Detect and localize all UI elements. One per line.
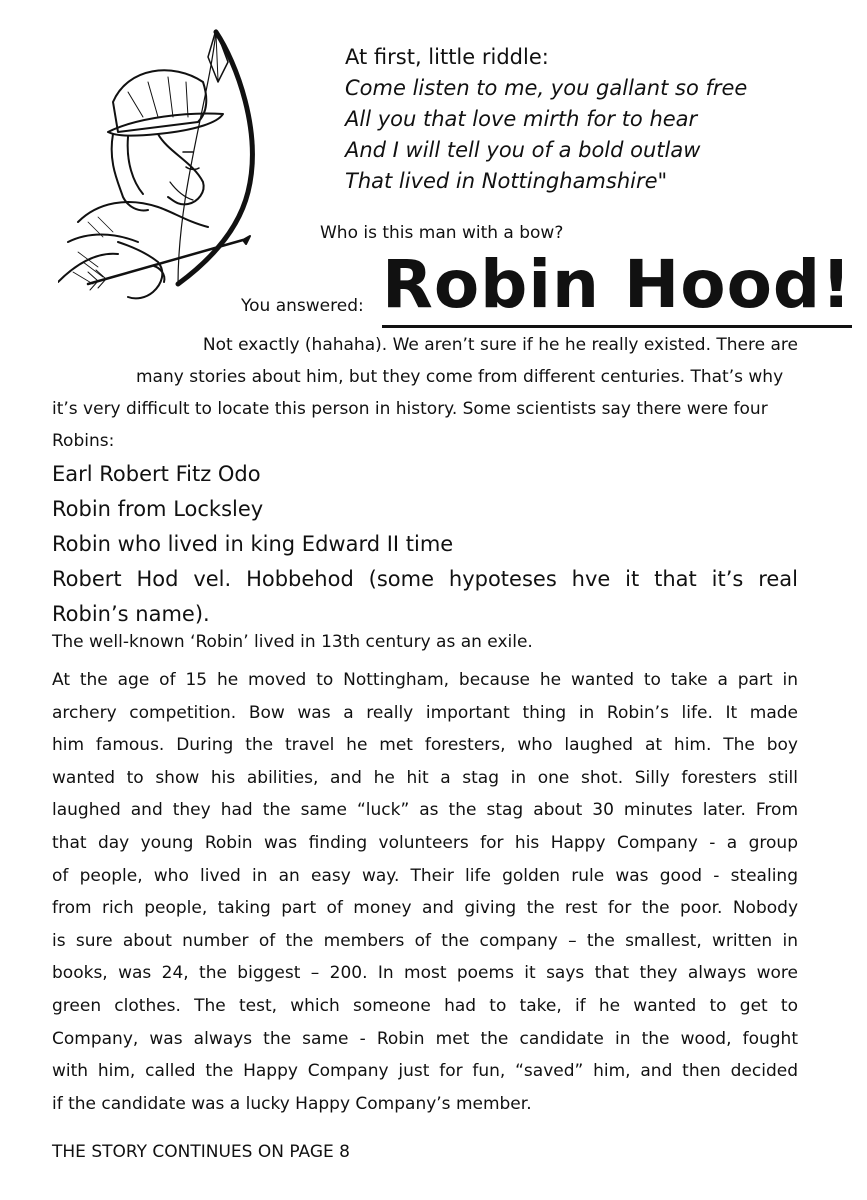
riddle-line: All you that love mirth for to hear xyxy=(345,107,698,131)
story-line: books, was 24, the biggest – 200. In most poems it says that they always wore xyxy=(52,963,798,984)
story-line: At the age of 15 he moved to Nottingham, because he wanted to take a part in xyxy=(52,670,798,690)
story-line: is sure about number of the members of the company – the smallest, written in xyxy=(52,930,798,951)
story-line: from rich people, taking part of money and giving the rest for the poor. Nobody xyxy=(52,898,798,919)
robin-item: Robin from Locksley xyxy=(52,497,264,521)
robin-item: Robin who lived in king Edward II time xyxy=(52,532,454,556)
answer-headline: Robin Hood! xyxy=(382,245,852,328)
robin-hood-illustration xyxy=(58,22,258,322)
story-paragraph xyxy=(52,664,798,1120)
riddle-line: Come listen to me, you gallant so free xyxy=(345,76,748,100)
intro-paragraph xyxy=(52,329,798,457)
story-line: that day young Robin was finding volunteers for his Happy Company - a group xyxy=(52,832,798,853)
intro-line: Robins: xyxy=(52,431,115,451)
riddle-intro: At first, little riddle: xyxy=(345,45,549,69)
robins-list xyxy=(52,457,798,632)
continued-footer: THE STORY CONTINUES ON PAGE 8 xyxy=(52,1142,350,1162)
story-line: wanted to show his abilities, and he hit a stag in one shot. Silly foresters still xyxy=(52,767,798,788)
story-line: Company, was always the same - Robin met the candidate in the wood, fought xyxy=(52,1028,798,1049)
story-line: with him, called the Happy Company just for fun, “saved” him, and then decided xyxy=(52,1061,798,1082)
riddle-question: Who is this man with a bow? xyxy=(320,223,564,243)
intro-line: many stories about him, but they come from different centuries. That’s why xyxy=(136,367,784,387)
story-line: him famous. During the travel he met foresters, who laughed at him. The boy xyxy=(52,735,798,756)
robin-item: Robert Hod vel. Hobbehod (some hypoteses hve it that it’s real Robin’s name). xyxy=(52,567,798,626)
riddle-line: And I will tell you of a bold outlaw xyxy=(345,138,701,162)
story-line: of people, who lived in an easy way. Their life golden rule was good - stealing xyxy=(52,865,798,886)
story-line: if the candidate was a lucky Happy Company’s member. xyxy=(52,1093,532,1114)
answer-label: You answered: xyxy=(241,296,364,316)
riddle-line: That lived in Nottinghamshire" xyxy=(345,169,668,193)
robin-item: Earl Robert Fitz Odo xyxy=(52,462,261,486)
story-line: archery competition. Bow was a really important thing in Robin’s life. It made xyxy=(52,702,798,723)
story-line: green clothes. The test, which someone had to take, if he wanted to get to xyxy=(52,995,798,1016)
riddle-block xyxy=(345,42,825,197)
exile-sentence: The well-known ‘Robin’ lived in 13th century as an exile. xyxy=(52,632,533,652)
intro-line: Not exactly (hahaha). We aren’t sure if he he really existed. There are xyxy=(202,335,798,355)
intro-line: it’s very difficult to locate this person in history. Some scientists say there were four xyxy=(52,399,768,419)
story-line: laughed and they had the same “luck” as the stag about 30 minutes later. From xyxy=(52,800,798,821)
